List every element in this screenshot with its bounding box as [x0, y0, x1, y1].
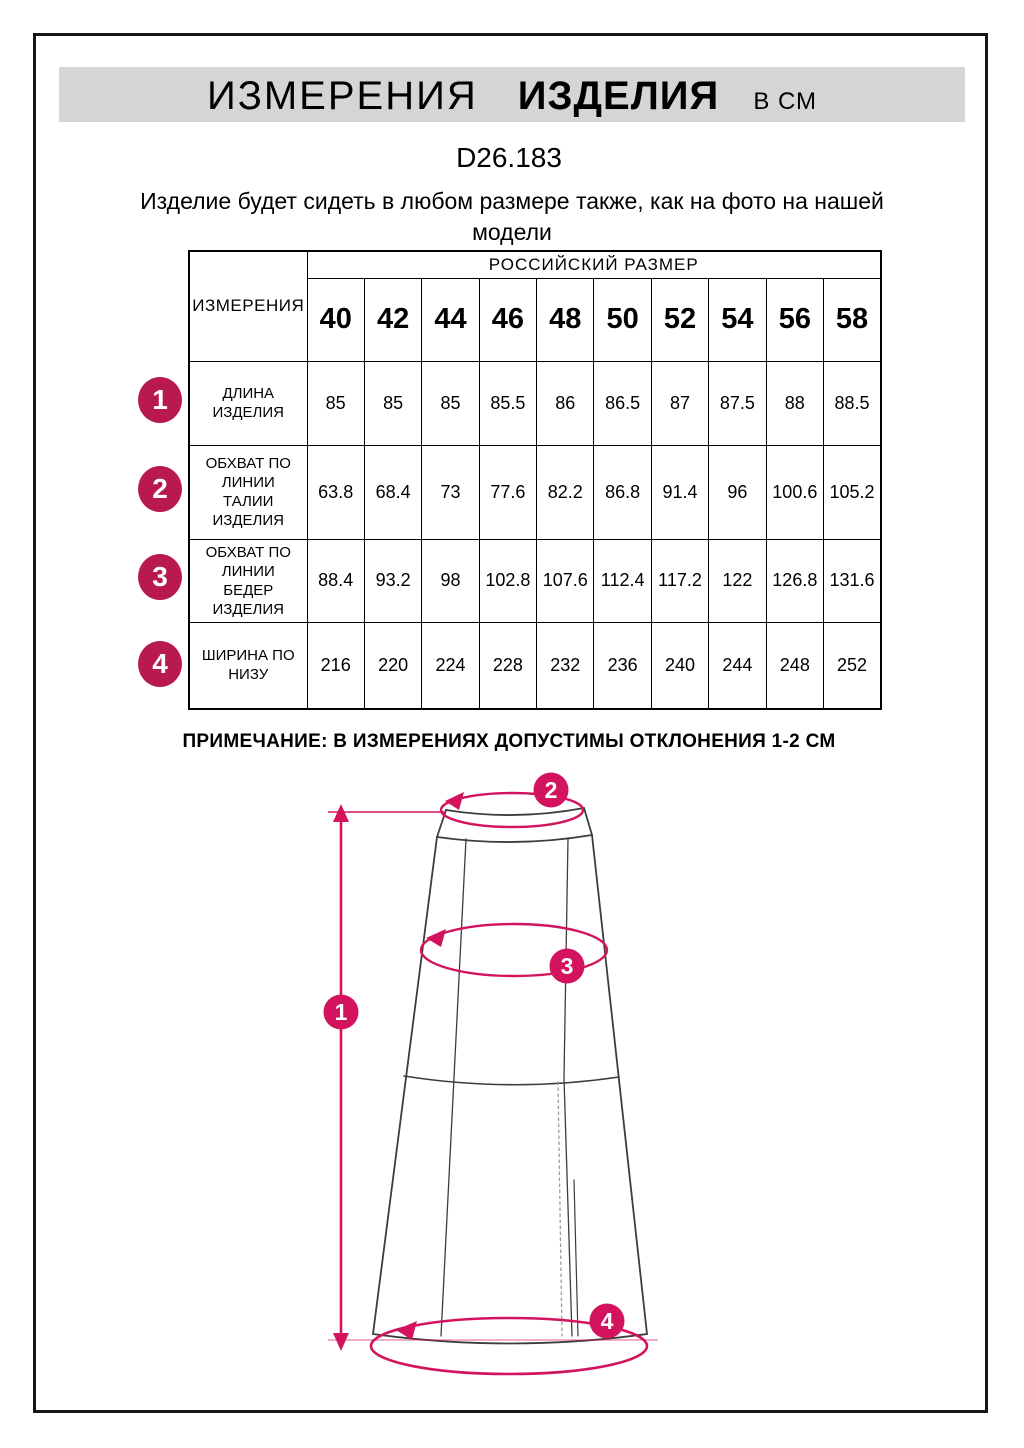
value-cell: 252 [824, 622, 881, 709]
value-cell: 68.4 [364, 445, 421, 539]
value-cell: 98 [422, 539, 479, 622]
value-cell: 216 [307, 622, 364, 709]
marker-3-label: 3 [560, 953, 574, 979]
skirt-sketch [373, 808, 647, 1344]
table-row [189, 361, 881, 445]
value-cell: 77.6 [479, 445, 536, 539]
value-cell: 86.8 [594, 445, 651, 539]
slit-edge-line [574, 1180, 578, 1336]
value-cell: 244 [709, 622, 766, 709]
value-cell: 88.4 [307, 539, 364, 622]
value-cell: 102.8 [479, 539, 536, 622]
value-cell: 122 [709, 539, 766, 622]
size-col-header: 54 [709, 278, 766, 361]
subtitle: Изделие будет сидеть в любом размере также, как на фото на нашей модели [140, 188, 884, 245]
row-number-badge-4: 4 [138, 641, 182, 687]
row-label: ДЛИНА ИЗДЕЛИЯ [189, 361, 307, 445]
waistband-right-edge [584, 808, 592, 835]
slit-stitch-dotted-line [558, 1082, 562, 1336]
value-cell: 96 [709, 445, 766, 539]
value-cell: 126.8 [766, 539, 823, 622]
diagram-marker-4 [590, 1304, 625, 1339]
table-row [189, 622, 881, 709]
diagram-marker-2 [534, 773, 569, 808]
length-arrow-up-icon [333, 804, 349, 822]
note: ПРИМЕЧАНИЕ: В ИЗМЕРЕНИЯХ ДОПУСТИМЫ ОТКЛОНЕНИЯ 1-2 СМ [182, 731, 836, 752]
waistband-top-line [446, 808, 584, 815]
skirt-left-edge [373, 837, 437, 1334]
size-col-header: 46 [479, 278, 536, 361]
value-cell: 236 [594, 622, 651, 709]
row-number-badge-1: 1 [138, 377, 182, 423]
value-cell: 228 [479, 622, 536, 709]
value-cell: 86.5 [594, 361, 651, 445]
table-row [189, 539, 881, 622]
garment-diagram [320, 765, 670, 1385]
row-number-badge-2: 2 [138, 466, 182, 512]
waist-arrow-icon [445, 792, 464, 810]
measure-annotations [324, 773, 659, 1375]
value-cell: 240 [651, 622, 708, 709]
value-cell: 85.5 [479, 361, 536, 445]
marker-4-label: 4 [600, 1308, 614, 1334]
value-cell: 88 [766, 361, 823, 445]
value-cell: 248 [766, 622, 823, 709]
value-cell: 91.4 [651, 445, 708, 539]
size-col-header: 56 [766, 278, 823, 361]
diagram-marker-1 [324, 995, 359, 1030]
row-label: ОБХВАТ ПО ЛИНИИ БЕДЕР ИЗДЕЛИЯ [189, 539, 307, 622]
size-col-header: 42 [364, 278, 421, 361]
value-cell: 93.2 [364, 539, 421, 622]
row-number-badge-3: 3 [138, 554, 182, 600]
right-panel-seam [564, 838, 572, 1336]
value-cell: 117.2 [651, 539, 708, 622]
value-cell: 105.2 [824, 445, 881, 539]
length-arrow-down-icon [333, 1333, 349, 1351]
value-cell: 220 [364, 622, 421, 709]
size-col-header: 50 [594, 278, 651, 361]
value-cell: 85 [364, 361, 421, 445]
model-code: D26.183 [456, 142, 562, 173]
value-cell: 224 [422, 622, 479, 709]
table-row [189, 445, 881, 539]
diagram-marker-3 [550, 949, 585, 984]
yoke-seam [404, 1076, 619, 1085]
size-col-header: 48 [537, 278, 594, 361]
value-cell: 73 [422, 445, 479, 539]
hip-arrow-icon [426, 929, 446, 947]
size-group-header: РОССИЙСКИЙ РАЗМЕР [307, 251, 881, 278]
value-cell: 82.2 [537, 445, 594, 539]
title-product: ИЗДЕЛИЯ [517, 74, 720, 118]
size-col-header: 44 [422, 278, 479, 361]
marker-1-label: 1 [334, 999, 348, 1025]
size-table [188, 250, 882, 710]
size-col-header: 52 [651, 278, 708, 361]
size-col-header: 40 [307, 278, 364, 361]
value-cell: 86 [537, 361, 594, 445]
waistband-bottom-line [437, 835, 592, 842]
marker-2-label: 2 [544, 777, 558, 803]
value-cell: 112.4 [594, 539, 651, 622]
left-panel-seam [441, 839, 466, 1336]
value-cell: 100.6 [766, 445, 823, 539]
row-label: ОБХВАТ ПО ЛИНИИ ТАЛИИ ИЗДЕЛИЯ [189, 445, 307, 539]
skirt-right-edge [592, 835, 647, 1334]
value-cell: 85 [307, 361, 364, 445]
value-cell: 85 [422, 361, 479, 445]
value-cell: 87.5 [709, 361, 766, 445]
value-cell: 232 [537, 622, 594, 709]
title-measurements: ИЗМЕРЕНИЯ [206, 74, 478, 118]
value-cell: 107.6 [537, 539, 594, 622]
value-cell: 88.5 [824, 361, 881, 445]
size-col-header: 58 [824, 278, 881, 361]
value-cell: 131.6 [824, 539, 881, 622]
title-units: В СМ [753, 88, 818, 115]
value-cell: 87 [651, 361, 708, 445]
value-cell: 63.8 [307, 445, 364, 539]
title-band [59, 67, 965, 122]
row-label: ШИРИНА ПО НИЗУ [189, 622, 307, 709]
corner-header: ИЗМЕРЕНИЯ [189, 251, 307, 361]
